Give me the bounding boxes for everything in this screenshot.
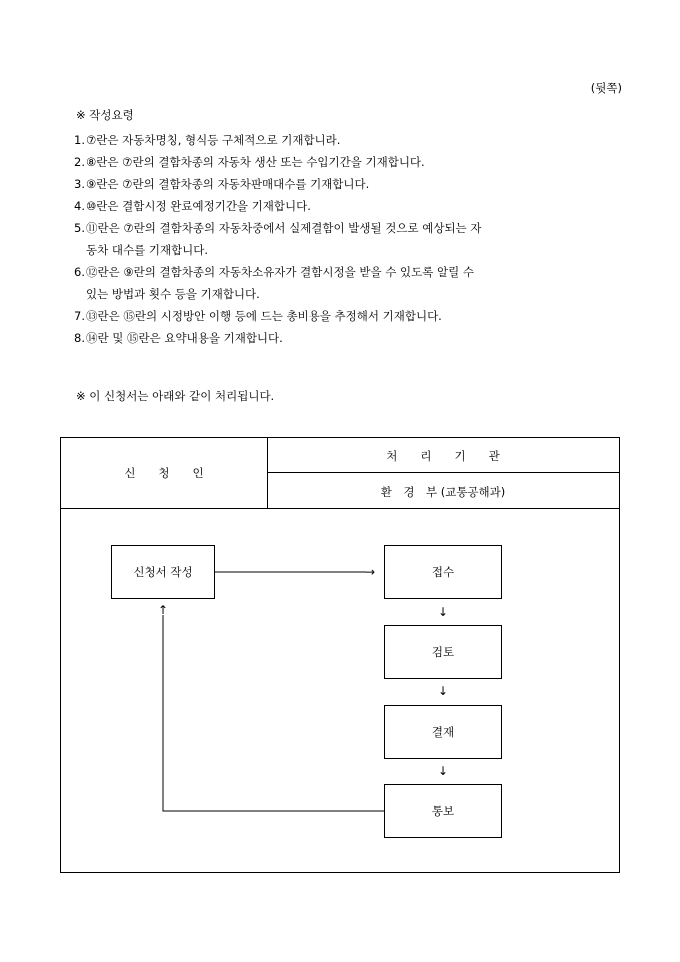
process-note: ※ 이 신청서는 아래와 같이 처리됩니다.: [76, 389, 275, 403]
flow-step-label: 결재: [431, 725, 455, 739]
instruction-number: 3.: [74, 177, 85, 191]
instruction-item: [74, 173, 481, 195]
instruction-item: [74, 195, 481, 217]
instruction-number: 1.: [74, 133, 85, 147]
instruction-list: [74, 129, 481, 349]
instruction-text: ⑩란은 결함시정 완료예정기간을 기재합니다.: [86, 199, 311, 213]
arrow-right-icon: →: [365, 565, 376, 579]
agency-name: 환 경 부 (교통공해과): [380, 485, 506, 499]
arrow-up-icon: ↑: [158, 603, 169, 617]
instruction-continuation: [74, 283, 481, 305]
connector-notify-to-start: [163, 615, 384, 811]
instruction-text: 있는 방법과 횟수 등을 기재합니다.: [86, 287, 260, 301]
flow-step-label: 통보: [431, 804, 455, 818]
instruction-text: ⑦란은 자동차명칭, 형식등 구체적으로 기재합니라.: [86, 133, 341, 147]
agency-header: 처 리 기 관: [386, 449, 500, 463]
instruction-text: 동차 대수를 기재합니다.: [86, 243, 209, 257]
instruction-item: [74, 327, 481, 349]
arrow-down-icon: ↓: [438, 605, 449, 619]
instruction-number: 5.: [74, 221, 85, 235]
instruction-number: 7.: [74, 309, 85, 323]
instruction-continuation: [74, 239, 481, 261]
instruction-number: 2.: [74, 155, 85, 169]
instruction-item: [74, 261, 481, 283]
page-side-note: (뒷쪽): [590, 81, 622, 95]
flow-start-box: [111, 545, 215, 599]
flow-step-approval: [384, 705, 502, 759]
instruction-item: [74, 129, 481, 151]
instruction-text: ⑫란은 ⑨란의 결함차종의 자동차소유자가 결함시정을 받을 수 있도록 알릴 수: [86, 265, 474, 279]
instruction-number: 4.: [74, 199, 85, 213]
arrow-down-icon: ↓: [438, 684, 449, 698]
instruction-number: 8.: [74, 331, 85, 345]
flow-step-label: 검토: [431, 645, 455, 659]
instructions-title: ※ 작성요령: [76, 108, 134, 122]
processing-table: [60, 437, 620, 873]
instruction-item: [74, 305, 481, 327]
flow-step-receipt: [384, 545, 502, 599]
instruction-text: ⑬란은 ⑮란의 시정방안 이행 등에 드는 총비용을 추정해서 기재합니다.: [86, 309, 442, 323]
arrow-down-icon: ↓: [438, 764, 449, 778]
instruction-item: [74, 217, 481, 239]
flow-step-label: 접수: [431, 565, 455, 579]
applicant-header: 신 청 인: [124, 466, 204, 480]
flow-start-label: 신청서 작성: [133, 565, 193, 579]
instruction-item: [74, 151, 481, 173]
flow-step-review: [384, 625, 502, 679]
instruction-text: ⑨란은 ⑦란의 결함차종의 자동차판매대수를 기재합니다.: [86, 177, 370, 191]
flow-connectors: [61, 438, 621, 874]
instruction-text: ⑧란은 ⑦란의 결함차종의 자동차 생산 또는 수입기간을 기재합니다.: [86, 155, 425, 169]
instruction-text: ⑭란 및 ⑮란은 요약내용을 기재합니다.: [86, 331, 283, 345]
instruction-number: 6.: [74, 265, 85, 279]
instruction-text: ⑪란은 ⑦란의 결함차종의 자동차중에서 실제결함이 발생될 것으로 예상되는 자: [86, 221, 482, 235]
flow-step-notification: [384, 784, 502, 838]
